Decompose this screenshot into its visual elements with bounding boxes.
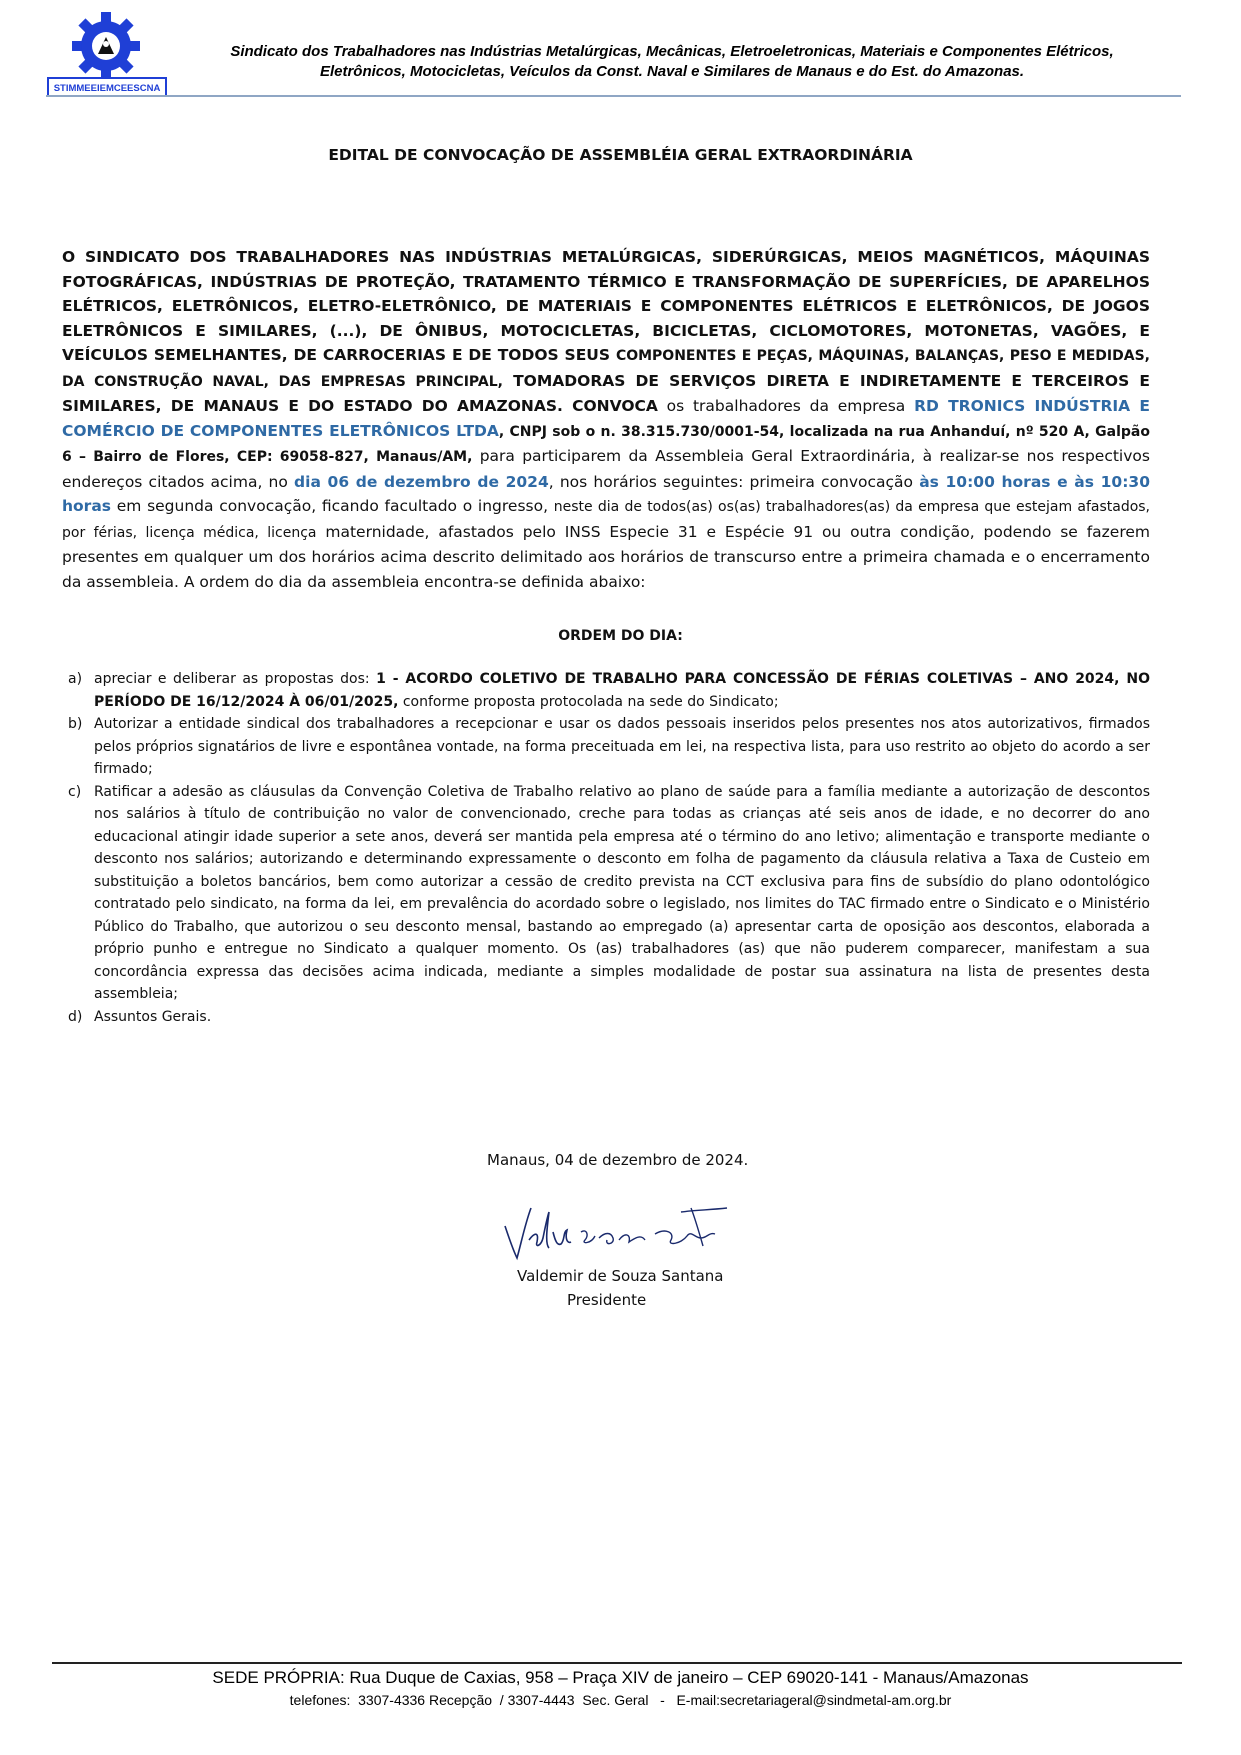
body-part-6-small: neste dia de todos(as) os(as) trabalhadores(as) da empresa que estejam afastados, por férias, licença médica, licença <box>62 499 1151 541</box>
signatory-role: Presidente <box>567 1291 647 1309</box>
agenda-item-c-text: Ratificar a adesão as cláusulas da Convenção Coletiva de Trabalho relativo ao plano de saúde para a família mediante a autorização de descontos nos salários à título de contribuição no valor de convencionado, creche para todas as crianças até seis anos de idade, e no decorrer do ano educacional atingir idade superior a sete anos, deverá ser mantida pela empresa até o término do ano letivo; alimentação e transporte mediante o desconto nos salários; autorizando e determinando expressamente o desconto em folha de pagamento da cláusula relativa a Taxa de Custeio em substituição a boletos bancários, bem como autorizar a cessão de credito prevista na CCT exclusiva para fins de subsídio do plano odontológico contratado pelo sindicato, na forma da lei, em prevalência do acordado sobre o legislado, nos limites do TAC firmado entre o Sindicato e o Ministério Público do Trabalho, que autorizou o seu desconto mensal, bastando ao empregado (a) apresentar carta de oposição aos descontos, elaborada a próprio punho e entregue no Sindicato a qualquer momento. Os (as) trabalhadores (as) que não puderem comparecer, manifestam a sua concordância expressa das decisões acima indicada, mediante a simples modalidade de postar sua assinatura na lista de presentes desta assembleia; <box>94 783 1150 1002</box>
body-part-7: maternidade, afastados pelo INSS Especie 31 e Espécie 91 ou outra condição, podendo se fazerem presentes em qualquer um dos horários acima descrito delimitado aos horários de transcurso entre a primeira chamada e o encerramento da assembleia. A ordem do dia da assembleia encontra-se definida abaixo: <box>62 522 1150 591</box>
convocation-paragraph <box>62 245 1150 594</box>
agenda-item-d-text: Assuntos Gerais. <box>94 1008 212 1025</box>
body-part-1: O SINDICATO DOS TRABALHADORES NAS INDÚSTRIAS METALÚRGICAS, SIDERÚRGICAS, MEIOS MAGNÉTICOS, MÁQUINAS FOTOGRÁFICAS, INDÚSTRIAS DE PROTEÇÃO, TRATAMENTO TÉRMICO E TRANSFORMAÇÃO DE SUPERFÍCIES, DE APARELHOS ELÉTRICOS, ELETRÔNICOS, ELETRO-ELETRÔNICO, DE MATERIAIS E COMPONENTES ELÉTRICOS E ELETRÔNICOS, DE JOGOS ELETRÔNICOS E SIMILARES, (...), DE ÔNIBUS, MOTOCICLETAS, BICICLETAS, CICLOMOTORES, MOTONETAS, VAGÕES, E VEÍCULOS SEMELHANTES, DE CARROCERIAS E DE TODOS SEUS <box>62 248 1150 364</box>
signature-text: Valdemir de Souza Santana <box>608 1266 622 1267</box>
body-part-6: em segunda convocação, ficando facultado o ingresso, <box>111 497 554 515</box>
agenda-item-a-pre: apreciar e deliberar as propostas dos: <box>94 671 377 687</box>
handwritten-signature <box>495 1188 735 1268</box>
agenda-list <box>68 668 1150 1028</box>
agenda-item-a-post: conforme proposta protocolada na sede do Sindicato; <box>398 693 779 710</box>
signatory-name: Valdemir de Souza Santana <box>517 1267 724 1285</box>
header-line-2: Eletrônicos, Motocicletas, Veículos da Const. Naval e Similares de Manaus e do Est. do Amazonas. <box>319 63 1025 80</box>
agenda-title: ORDEM DO DIA: <box>558 628 683 644</box>
page-header <box>0 0 1241 100</box>
footer-address: SEDE PRÓPRIA: Rua Duque de Caxias, 958 – Praça XIV de janeiro – CEP 69020-141 - Manaus/Amazonas <box>212 1668 1029 1687</box>
header-divider <box>46 95 1181 97</box>
agenda-item-label: a) <box>68 671 83 687</box>
agenda-item-a-bold: 1 - ACORDO COLETIVO DE TRABALHO PARA CONCESSÃO DE FÉRIAS COLETIVAS – ANO 2024, NO PERÍODO DE 16/12/2024 À 06/01/2025, <box>94 671 1150 710</box>
header-line-1: Sindicato dos Trabalhadores nas Indústrias Metalúrgicas, Mecânicas, Eletroeletronicas, Materiais e Componentes Elétricos, <box>230 43 1114 60</box>
body-part-4: para participarem da Assembleia Geral Extraordinária, à realizar-se nos respectivos endereços citados acima, no <box>62 447 1150 491</box>
agenda-item-label: b) <box>68 716 83 732</box>
footer-divider <box>52 1662 1182 1664</box>
document-title: EDITAL DE CONVOCAÇÃO DE ASSEMBLÉIA GERAL EXTRAORDINÁRIA <box>328 146 913 164</box>
assembly-date: dia 06 de dezembro de 2024 <box>294 472 549 491</box>
body-part-1-small: COMPONENTES E PEÇAS, MÁQUINAS, BALANÇAS, PESO E MEDIDAS, DA CONSTRUÇÃO NAVAL, DAS EMPRESAS PRINCIPAL, <box>62 348 1150 390</box>
body-part-1-b: TOMADORAS DE SERVIÇOS DIRETA E INDIRETAMENTE E TERCEIROS E SIMILARES, DE MANAUS E DO ESTADO DO AMAZONAS. CONVOCA <box>62 371 1150 415</box>
place-and-date: Manaus, 04 de dezembro de 2024. <box>487 1151 749 1169</box>
company-name: RD TRONICS INDÚSTRIA E COMÉRCIO DE COMPONENTES ELETRÔNICOS LTDA <box>62 397 1150 440</box>
company-details: , CNPJ sob o n. 38.315.730/0001-54, localizada na rua Anhanduí, nº 520 A, Galpão 6 – Bairro de Flores, CEP: 69058-827, Manaus/AM, <box>62 423 1150 465</box>
agenda-item-a <box>68 668 1150 713</box>
agenda-item-label: d) <box>68 1008 83 1025</box>
union-name-upper <box>62 248 1150 415</box>
agenda-item-c <box>68 781 1150 1006</box>
footer-contacts: telefones: 3307-4336 Recepção / 3307-4443 Sec. Geral - E-mail:secretariageral@sindmetal-am.org.br <box>289 1692 952 1708</box>
body-part-5: , nos horários seguintes: primeira convocação <box>548 472 920 491</box>
agenda-item-label: c) <box>68 783 82 800</box>
header-union-name <box>172 42 1172 82</box>
assembly-times: às 10:00 horas e às 10:30 horas <box>62 472 1150 515</box>
agenda-item-d <box>68 1006 1150 1029</box>
agenda-item-b <box>68 713 1150 781</box>
agenda-item-b-text: Autorizar a entidade sindical dos trabalhadores a recepcionar e usar os dados pessoais inseridos pelos presentes nos atos autorizativos, firmados pelos próprios signatários de livre e espontânea vontade, na forma preceituada em lei, na respectiva lista, para uso restrito ao objeto do acordo a ser firmado; <box>94 716 1150 777</box>
body-part-2: os trabalhadores da empresa <box>657 397 915 415</box>
logo-text: STIMMEEIEMCEESCNA <box>53 83 161 94</box>
union-gear-logo <box>46 12 168 98</box>
